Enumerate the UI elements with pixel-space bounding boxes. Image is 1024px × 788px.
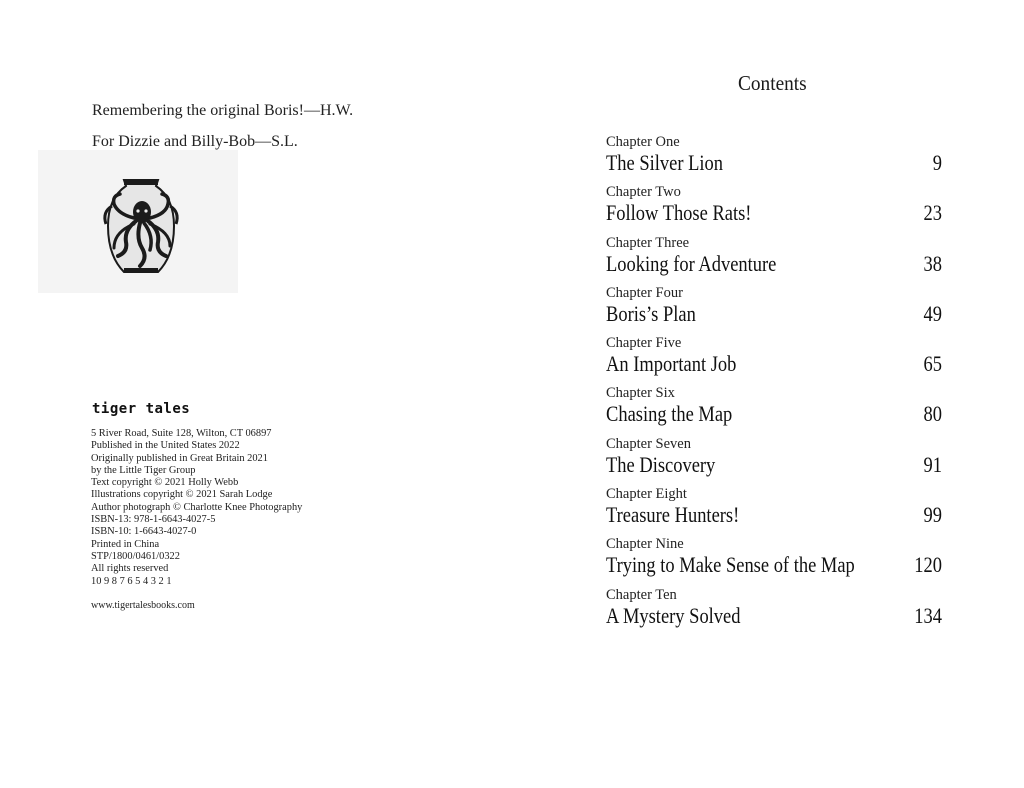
table-of-contents (606, 132, 942, 635)
imprint-line: Author photograph © Charlotte Knee Photography (91, 501, 303, 513)
toc-entry[interactable] (606, 434, 942, 484)
imprint-line: Text copyright © 2021 Holly Webb (91, 477, 239, 489)
chapter-number: Chapter Nine (606, 536, 684, 553)
chapter-title: The Silver Lion (606, 150, 724, 175)
imprint-line: Printed in China (91, 538, 160, 550)
chapter-number: Chapter Three (606, 234, 690, 251)
chapter-page-number: 91 (923, 451, 942, 477)
chapter-number: Chapter Four (606, 284, 683, 301)
chapter-page-number: 134 (914, 602, 942, 628)
chapter-number: Chapter One (606, 134, 680, 150)
chapter-number: Chapter Six (606, 385, 675, 402)
toc-entry[interactable] (606, 534, 942, 584)
imprint-line: 5 River Road, Suite 128, Wilton, CT 06897 (91, 428, 272, 439)
toc-entry[interactable] (606, 233, 942, 283)
chapter-number: Chapter Two (606, 184, 681, 201)
chapter-page-number: 65 (923, 351, 942, 377)
chapter-title: Chasing the Map (606, 401, 733, 427)
imprint-block (91, 428, 302, 588)
contents-page (512, 0, 1024, 788)
imprint-line: 10 9 8 7 6 5 4 3 2 1 (91, 575, 172, 587)
octopus-vase-icon (100, 176, 182, 280)
chapter-title: Trying to Make Sense of the Map (606, 552, 855, 578)
chapter-page-number: 49 (923, 300, 942, 326)
chapter-page-number: 38 (923, 250, 942, 276)
chapter-page-number: 99 (923, 502, 942, 528)
imprint-line: ISBN-13: 978-1-6643-4027-5 (91, 514, 216, 526)
imprint-line: by the Little Tiger Group (91, 464, 196, 476)
chapter-title: An Important Job (606, 351, 737, 377)
chapter-page-number: 80 (923, 401, 942, 427)
toc-entry[interactable] (606, 283, 942, 333)
chapter-title: Looking for Adventure (606, 250, 777, 276)
dedication-line: For Dizzie and Billy-Bob—S.L. (92, 133, 298, 150)
chapter-number: Chapter Ten (606, 586, 677, 603)
imprint-line: Illustrations copyright © 2021 Sarah Lodge (91, 489, 273, 501)
chapter-title: A Mystery Solved (606, 602, 741, 628)
chapter-number: Chapter Eight (606, 486, 687, 503)
imprint-line: Originally published in Great Britain 2021 (91, 452, 268, 464)
chapter-title: Treasure Hunters! (606, 502, 740, 528)
chapter-title: Boris’s Plan (606, 300, 696, 326)
imprint-line: All rights reserved (91, 563, 169, 575)
chapter-number: Chapter Five (606, 335, 682, 352)
toc-entry[interactable] (606, 182, 942, 232)
toc-entry[interactable] (606, 585, 942, 635)
dedication-line: Remembering the original Boris!—H.W. (92, 102, 354, 119)
toc-entry[interactable] (606, 333, 942, 383)
vase-illustration (38, 150, 238, 293)
imprint-line: Published in the United States 2022 (91, 440, 240, 452)
imprint-line: STP/1800/0461/0322 (91, 550, 180, 562)
imprint-line: ISBN-10: 1-6643-4027-0 (91, 526, 197, 538)
toc-entry[interactable] (606, 132, 942, 182)
chapter-title: The Discovery (606, 451, 716, 477)
toc-entry[interactable] (606, 383, 942, 433)
publisher-logo: tiger tales (92, 401, 191, 417)
chapter-page-number: 9 (932, 150, 942, 175)
contents-heading: Contents (738, 71, 807, 95)
toc-entry[interactable] (606, 484, 942, 534)
publisher-website: www.tigertalesbooks.com (91, 600, 195, 611)
chapter-page-number: 120 (914, 552, 942, 578)
chapter-title: Follow Those Rats! (606, 200, 752, 226)
chapter-number: Chapter Seven (606, 435, 691, 452)
chapter-page-number: 23 (923, 200, 942, 226)
